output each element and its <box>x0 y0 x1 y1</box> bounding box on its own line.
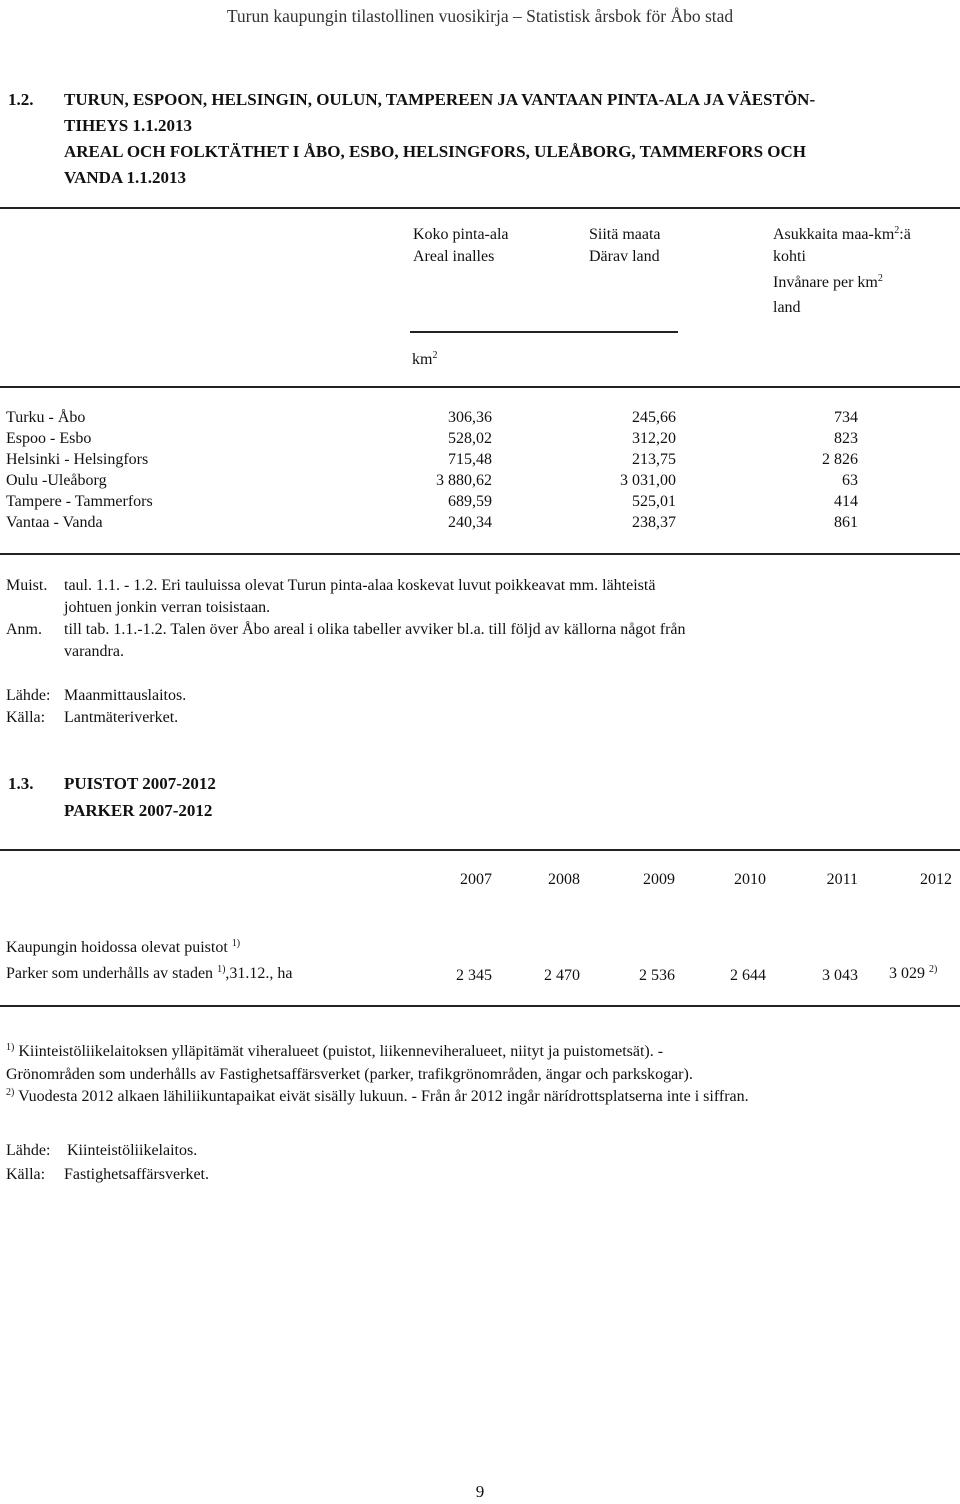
year-header: 2010 <box>734 871 766 888</box>
footnote-1-line-2: Grönområden som underhålls av Fastighetsaffärsverket (parker, trafikgrönområden, ängar och parkskogar). <box>6 1066 693 1083</box>
col-header-density-fi-2: kohti <box>773 248 806 265</box>
note-text: varandra. <box>64 643 124 660</box>
year-header: 2008 <box>548 871 580 888</box>
note-label-muist: Muist. <box>6 577 48 594</box>
source-label-sv: Källa: <box>6 709 46 726</box>
row-label: Tampere - Tammerfors <box>6 493 153 510</box>
area-value: 306,36 <box>448 409 492 426</box>
col-header-density-sv: Invånare per $km^2$ <box>773 273 883 291</box>
park-area-value: 2 536 <box>639 967 675 984</box>
density-value: 823 <box>834 430 858 447</box>
year-header: 2011 <box>826 871 858 888</box>
note-label-anm: Anm. <box>6 621 42 638</box>
land-value: 238,37 <box>632 514 676 531</box>
area-value: 528,02 <box>448 430 492 447</box>
col-header-land-fi: Siitä maata <box>589 226 661 243</box>
header-sub-rule <box>410 331 678 333</box>
source-label-sv: Källa: <box>6 1166 46 1183</box>
source-label-fi: Lähde: <box>6 687 51 704</box>
density-value: 734 <box>834 409 858 426</box>
header-bottom-rule <box>0 386 960 388</box>
col-header-land-sv: Därav land <box>589 248 660 265</box>
land-value: 245,66 <box>632 409 676 426</box>
density-value: 414 <box>834 493 858 510</box>
row-label: Vantaa - Vanda <box>6 514 103 531</box>
source-value-fi: Kiinteistöliikelaitos. <box>67 1142 198 1159</box>
table-title-line: VANDA 1.1.2013 <box>64 168 187 187</box>
row-label-sv: Parker som underhålls av staden $^{1)}$,31.12., ha <box>6 964 293 982</box>
table-title-line: TURUN, ESPOON, HELSINGIN, OULUN, TAMPEREEN JA VANTAAN PINTA-ALA JA VÄESTÖN- <box>64 90 816 109</box>
row-label: Helsinki - Helsingfors <box>6 451 149 468</box>
source-value-sv: Lantmäteriverket. <box>64 709 179 726</box>
table-title-sv: PARKER 2007-2012 <box>64 801 213 820</box>
park-area-value: 3 043 <box>822 967 858 984</box>
footnote-2: $^{2)}$ Vuodesta 2012 alkaen lähiliikuntapaikat eivät sisälly lukuun. - Från år 2012 ingår närídrottsplatserna inte i siffran. <box>6 1087 749 1105</box>
row-label: Oulu -Uleåborg <box>6 472 107 489</box>
year-header: 2012 <box>920 871 952 888</box>
area-value: 240,34 <box>448 514 492 531</box>
row-label: Turku - Åbo <box>6 409 86 426</box>
unit-label: $km^2$ <box>412 350 438 368</box>
year-header: 2009 <box>643 871 675 888</box>
density-value: 2 826 <box>822 451 858 468</box>
table-top-rule <box>0 207 960 209</box>
col-header-density-sv-2: land <box>773 299 801 316</box>
table-top-rule <box>0 849 960 851</box>
note-text: johtuen jonkin verran toisistaan. <box>64 599 271 616</box>
land-value: 3 031,00 <box>620 472 676 489</box>
area-value: 689,59 <box>448 493 492 510</box>
area-value: 3 880,62 <box>436 472 492 489</box>
table-number: 1.3. <box>8 774 34 793</box>
col-header-area-sv: Areal inalles <box>413 248 495 265</box>
park-area-value: 2 644 <box>730 967 766 984</box>
park-area-value: 2 470 <box>544 967 580 984</box>
table-number: 1.2. <box>8 90 34 109</box>
col-header-area-fi: Koko pinta-ala <box>413 226 509 243</box>
land-value: 213,75 <box>632 451 676 468</box>
table-title-fi: PUISTOT 2007-2012 <box>64 774 216 793</box>
park-area-value: 2 345 <box>456 967 492 984</box>
page-number: 9 <box>475 1482 485 1501</box>
footnote-1: $^{1)}$ Kiinteistöliikelaitoksen ylläpitämät viheralueet (puistot, liikenneviheralueet, niityt ja puistometsät). - <box>6 1042 664 1060</box>
table-bottom-rule <box>0 1005 960 1007</box>
land-value: 525,01 <box>632 493 676 510</box>
note-text: taul. 1.1. - 1.2. Eri tauluissa olevat Turun pinta-alaa koskevat luvut poikkeavat mm. lähteistä <box>64 577 656 594</box>
source-label-fi: Lähde: <box>6 1142 51 1159</box>
col-header-density-fi: Asukkaita maa-$km^2:ä$ <box>773 225 911 243</box>
area-value: 715,48 <box>448 451 492 468</box>
density-value: 861 <box>834 514 858 531</box>
park-area-value-last: 3 029 $^{2)}$ <box>889 964 938 982</box>
source-value-sv: Fastighetsaffärsverket. <box>64 1166 209 1183</box>
note-text: till tab. 1.1.-1.2. Talen över Åbo areal i olika tabeller avviker bl.a. till följd av källorna något från <box>64 621 686 638</box>
table-title-line: AREAL OCH FOLKTÄTHET I ÅBO, ESBO, HELSINGFORS, ULEÅBORG, TAMMERFORS OCH <box>64 142 806 161</box>
year-header: 2007 <box>460 871 492 888</box>
table-bottom-rule <box>0 553 960 555</box>
land-value: 312,20 <box>632 430 676 447</box>
density-value: 63 <box>842 472 858 489</box>
row-label: Espoo - Esbo <box>6 430 92 447</box>
row-label-fi: Kaupungin hoidossa olevat puistot $^{1)}$ <box>6 938 241 956</box>
running-header: Turun kaupungin tilastollinen vuosikirja – Statistisk årsbok för Åbo stad <box>226 6 734 26</box>
source-value-fi: Maanmittauslaitos. <box>64 687 187 704</box>
table-title-line: TIHEYS 1.1.2013 <box>64 116 192 135</box>
